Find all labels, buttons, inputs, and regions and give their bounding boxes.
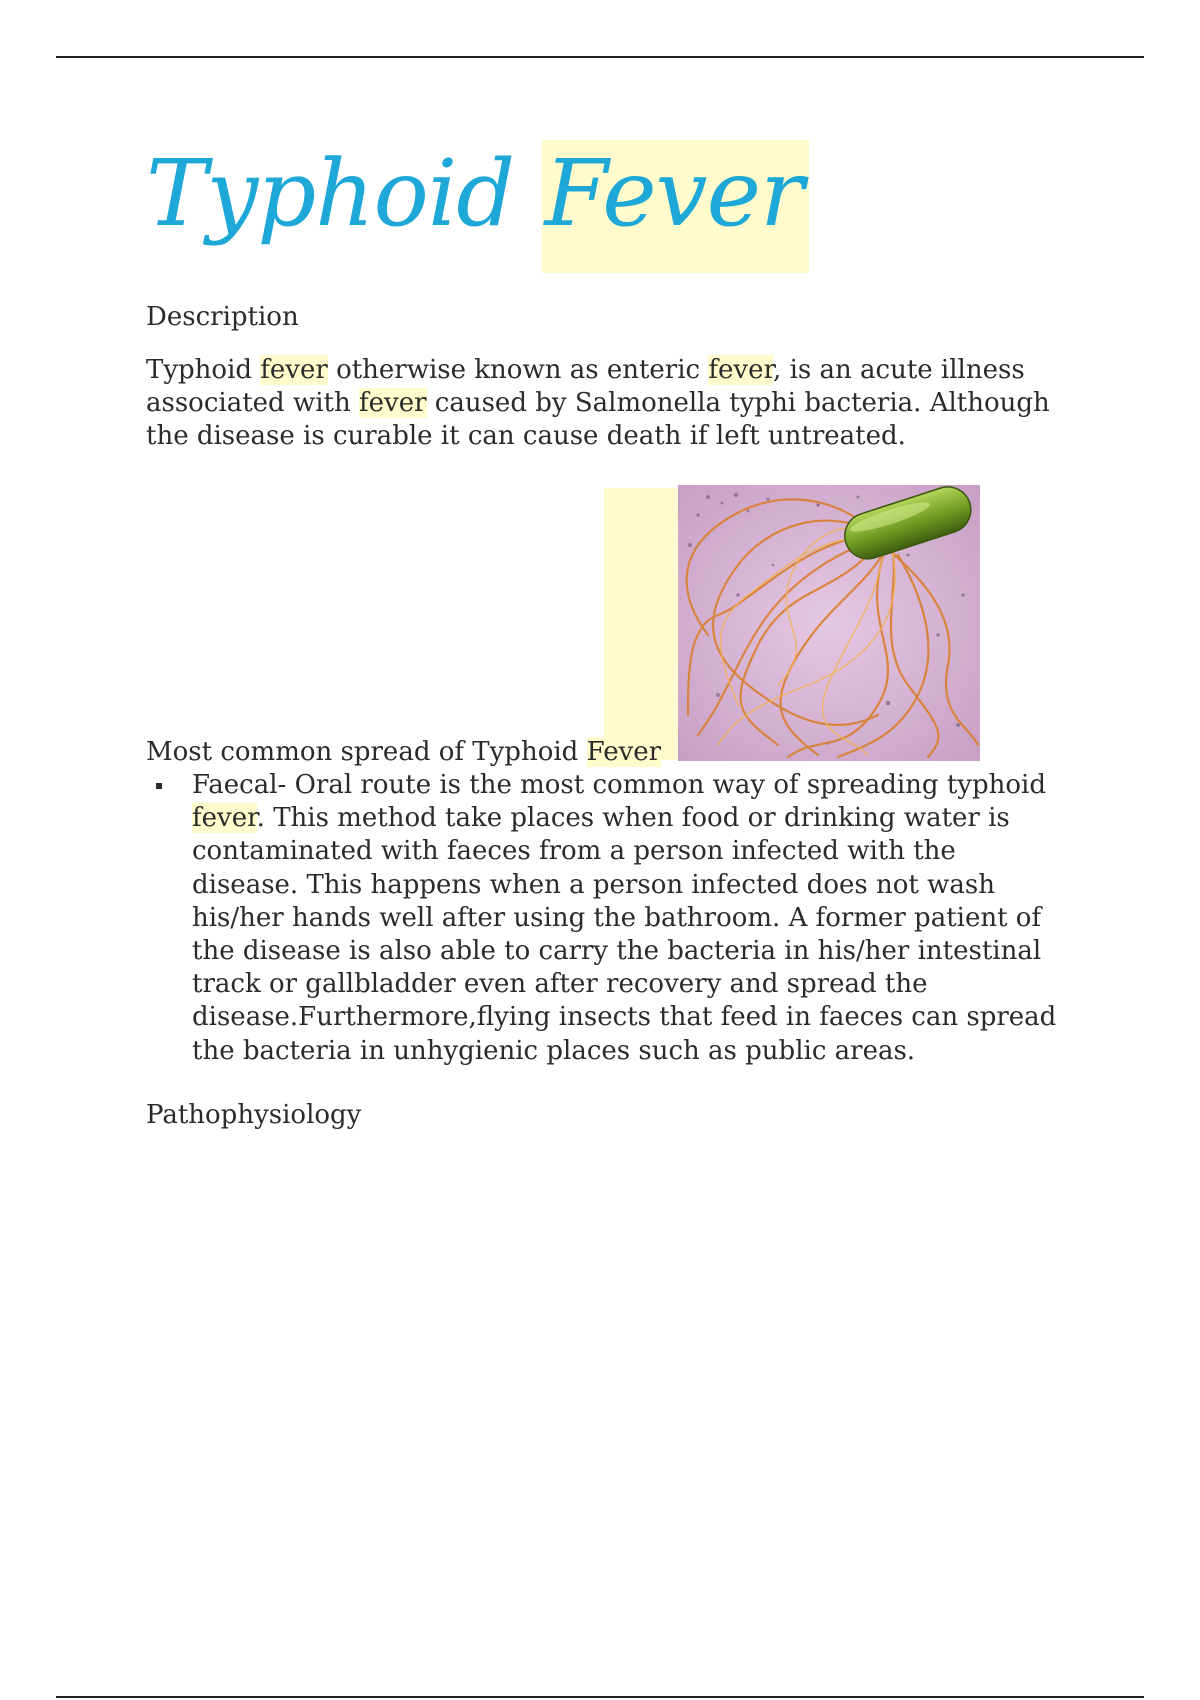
- page-title: [146, 140, 809, 247]
- pathophysiology-heading: Pathophysiology: [146, 1100, 362, 1130]
- desc-text-1: Typhoid: [146, 355, 261, 385]
- bullet-text-2: . This method take places when food or drinking water is contaminated with faeces from a person infected with the disease. This happens when a person infected does not wash his/her hands well after using the bathroom. A former patient of the disease is also able to carry the bacteria in his/her intestinal track or gallbladder even after recovery and spread the disease.Furthermore,flying insects that feed in faeces can spread the bacteria in unhygienic places such as public areas.: [192, 803, 1057, 1066]
- desc-highlight-3: fever: [359, 388, 427, 418]
- spread-heading-text: Most common spread of Typhoid: [146, 737, 587, 767]
- bacterium-image: [678, 485, 980, 761]
- top-rule: [56, 56, 1144, 58]
- desc-text-3: , is an acute illness associated with: [146, 355, 1025, 418]
- bullet-highlight: fever: [192, 803, 257, 834]
- desc-text-4: caused by Salmonella typhi bacteria. Although the disease is curable it can cause death if left untreated.: [146, 388, 1050, 451]
- spread-heading: [146, 736, 661, 769]
- spread-bullet-list: [146, 769, 1066, 1068]
- desc-highlight-1: fever: [260, 355, 328, 385]
- spread-heading-highlight: Fever: [586, 737, 662, 767]
- desc-highlight-2: fever: [708, 355, 774, 385]
- bottom-rule: [56, 1696, 1144, 1698]
- list-item: [146, 769, 1066, 1068]
- description-paragraph: [146, 354, 1066, 453]
- description-heading: Description: [146, 302, 299, 332]
- desc-text-2: otherwise known as enteric: [327, 355, 709, 385]
- figure-highlight-block: [604, 488, 678, 760]
- title-word-typhoid: Typhoid: [146, 140, 515, 247]
- bullet-text-1: Faecal- Oral route is the most common way of spreading typhoid: [192, 770, 1046, 800]
- bullet-icon: [156, 783, 162, 789]
- title-word-fever: Fever: [542, 140, 809, 273]
- bacterium-illustration: [678, 485, 980, 761]
